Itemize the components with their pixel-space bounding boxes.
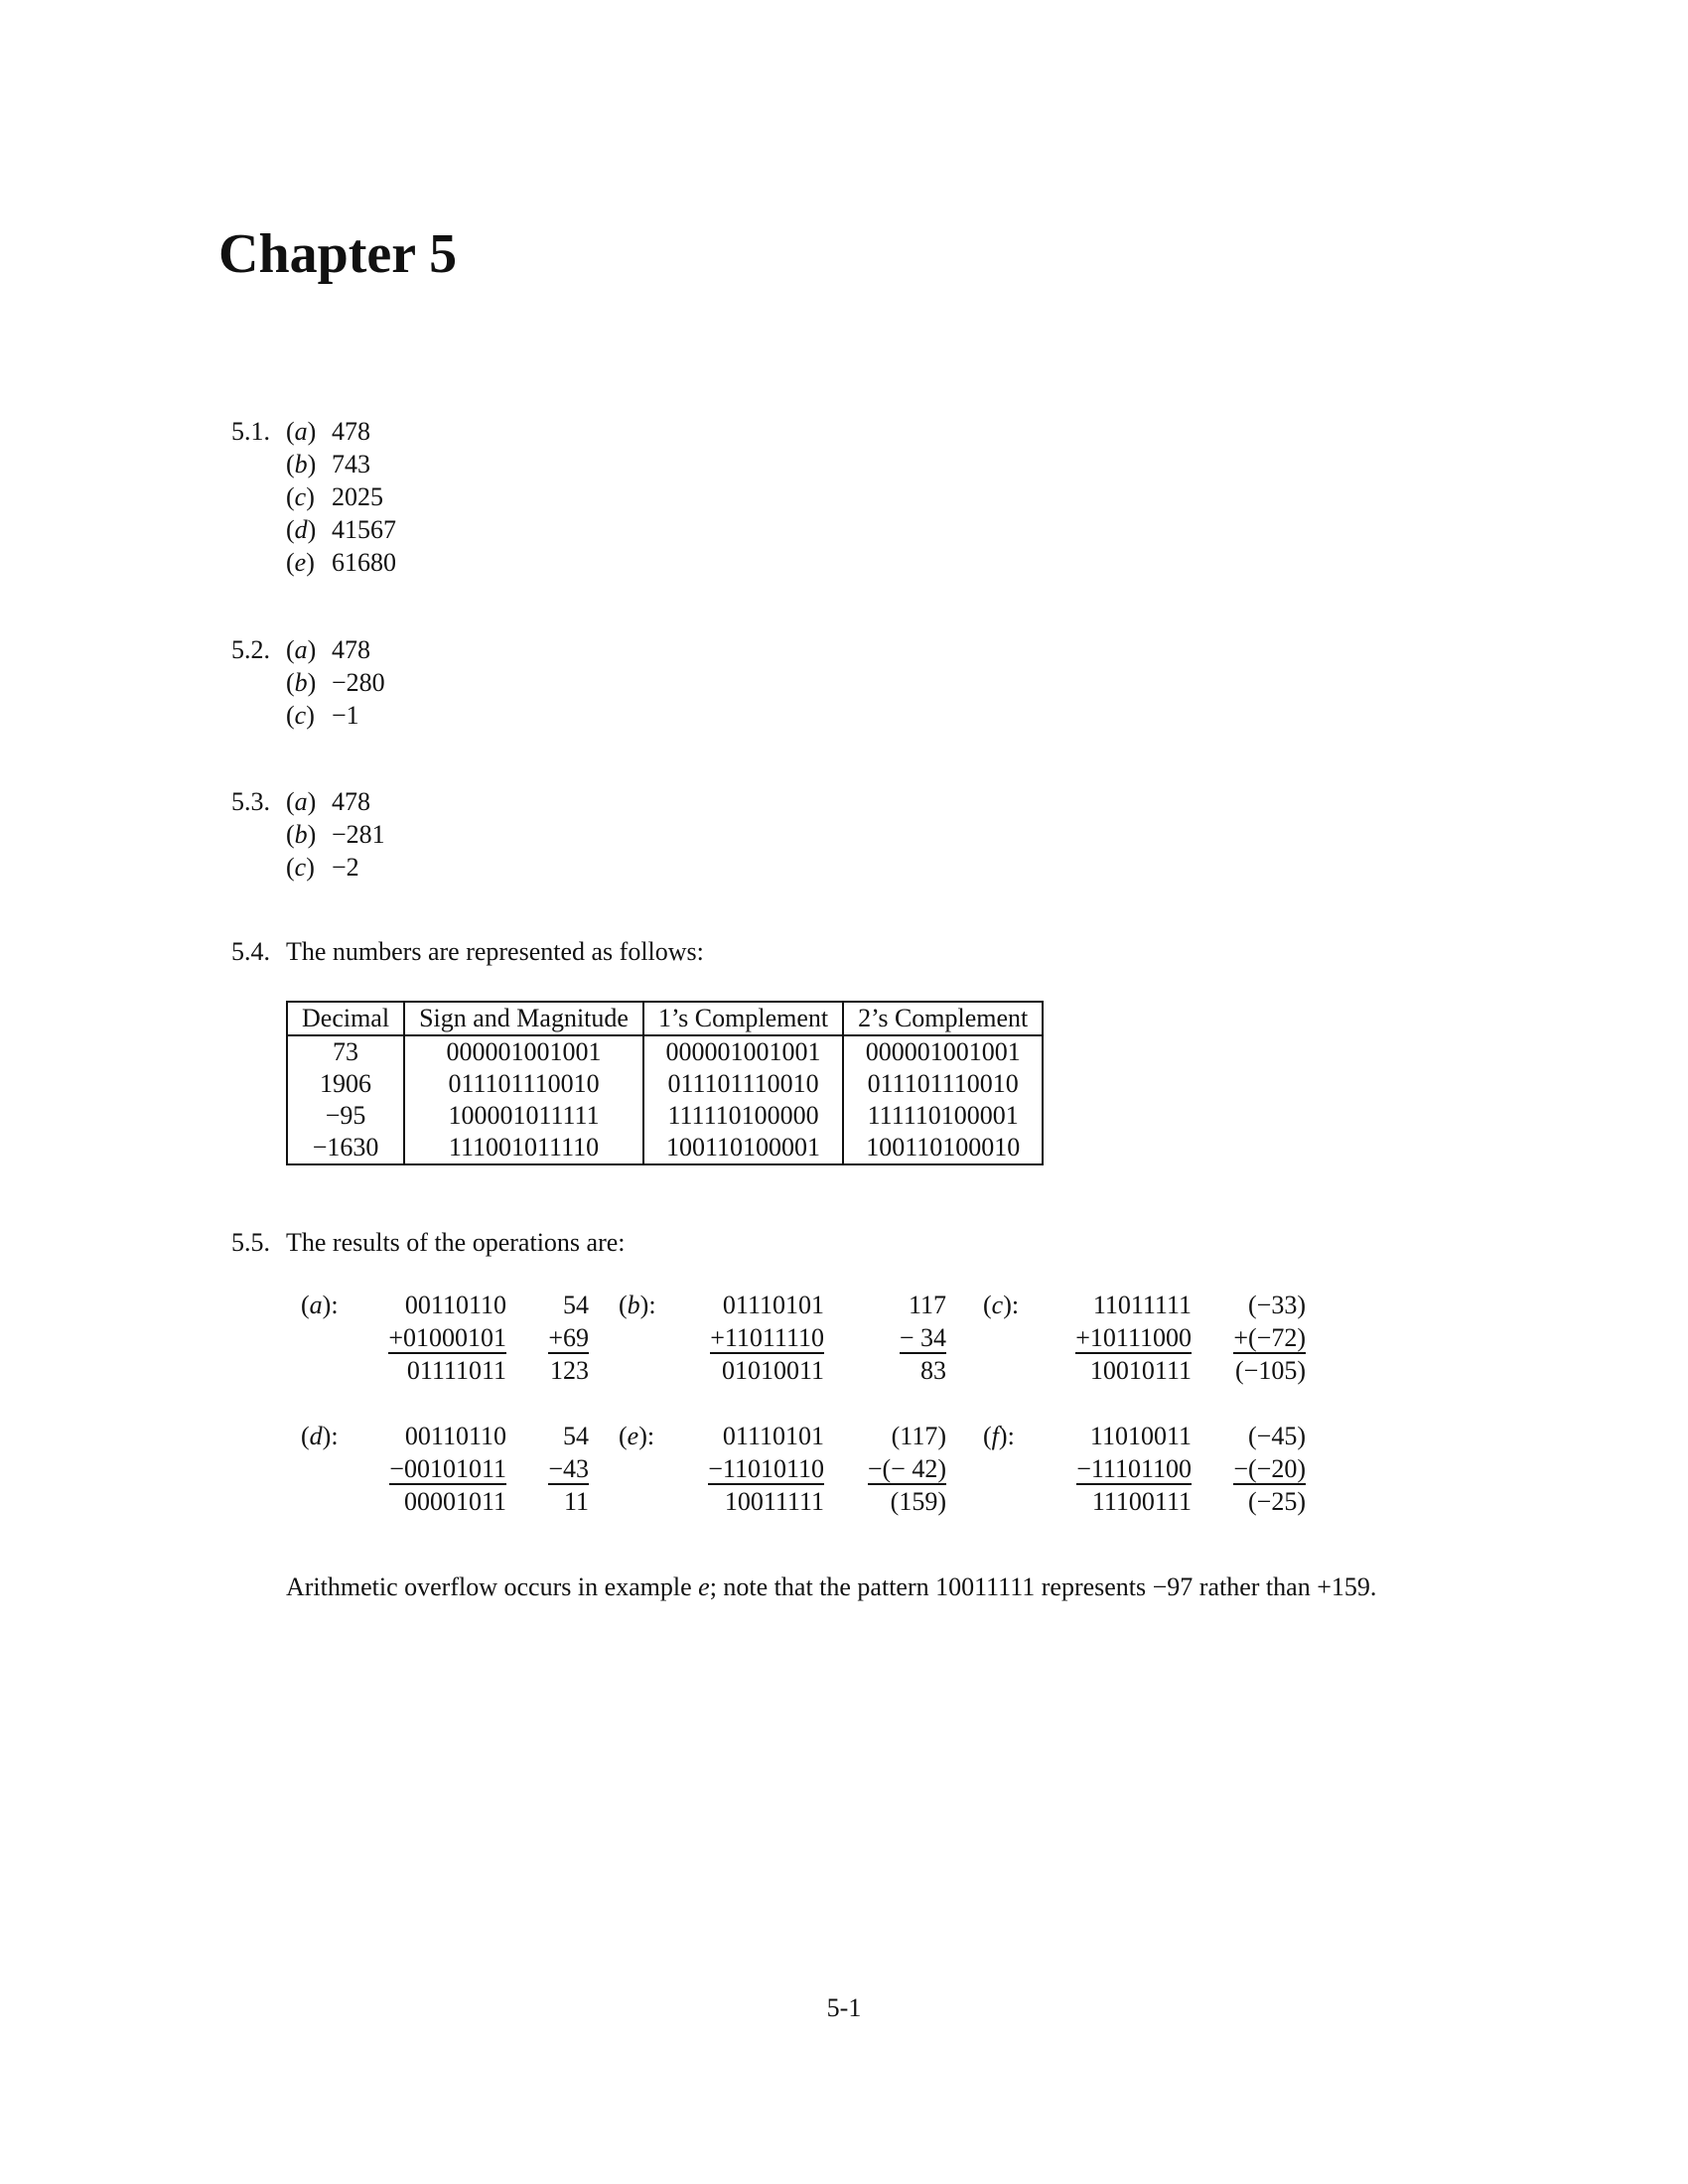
table-cell: 111110100000	[643, 1100, 843, 1132]
binary-column	[1076, 1420, 1192, 1518]
column-header: 2’s Complement	[843, 1002, 1043, 1035]
result: 11	[563, 1487, 589, 1516]
result: 10010111	[1089, 1356, 1192, 1385]
problem-text: The numbers are represented as follows:	[286, 937, 704, 966]
result: 11100111	[1091, 1487, 1192, 1516]
table-cell: 111110100001	[843, 1100, 1043, 1132]
problem-number: 5.1.	[231, 417, 270, 446]
decimal-column	[548, 1420, 589, 1518]
table-cell: 011101110010	[643, 1068, 843, 1100]
operand: 11010011	[1089, 1422, 1192, 1450]
decimal-column	[1233, 1289, 1306, 1387]
binary-column	[389, 1420, 506, 1518]
list-item: (c) −2	[286, 853, 359, 882]
operand: −00101011	[389, 1454, 506, 1483]
operation-label: (e):	[619, 1422, 655, 1450]
column-header: Sign and Magnitude	[404, 1002, 643, 1035]
list-item: (b) −280	[286, 668, 385, 697]
operation-label: (f):	[983, 1422, 1015, 1450]
table-cell: 100110100010	[843, 1132, 1043, 1164]
problem-number: 5.5.	[231, 1228, 270, 1257]
operand: (−45)	[1248, 1422, 1306, 1450]
list-item: (c) 2025	[286, 482, 383, 511]
operand: 01110101	[722, 1422, 824, 1450]
answer-list	[286, 633, 385, 732]
operand: 01110101	[722, 1291, 824, 1319]
operation-label: (d):	[301, 1422, 339, 1450]
table-row	[287, 1100, 1043, 1132]
result: 01111011	[406, 1356, 506, 1385]
operand: − 34	[899, 1323, 946, 1352]
operand: +10111000	[1075, 1323, 1192, 1352]
result: 83	[920, 1356, 946, 1385]
number-representation-table	[286, 1001, 1044, 1165]
result: (−25)	[1248, 1487, 1306, 1516]
problem-number: 5.2.	[231, 635, 270, 664]
list-item: (e) 61680	[286, 548, 396, 577]
list-item: (a) 478	[286, 417, 370, 446]
page-number: 5-1	[826, 1993, 862, 2022]
operand: (117)	[891, 1422, 946, 1450]
decimal-column	[548, 1289, 589, 1387]
list-item: (a) 478	[286, 635, 370, 664]
answer-list	[286, 415, 396, 579]
overflow-note: Arithmetic overflow occurs in example e; note that the pattern 10011111 represents −97 rather than +159.	[286, 1572, 1377, 1601]
table-row	[287, 1035, 1043, 1068]
operation-label: (b):	[619, 1291, 656, 1319]
result: (159)	[890, 1487, 946, 1516]
table-cell: 000001001001	[643, 1035, 843, 1068]
table-cell: −1630	[312, 1133, 379, 1161]
operand: −11010110	[708, 1454, 824, 1483]
problem-text: The results of the operations are:	[286, 1228, 626, 1257]
problem-number: 5.3.	[231, 787, 270, 816]
binary-column	[1075, 1289, 1192, 1387]
decimal-column	[1233, 1420, 1306, 1518]
list-item: (b) −281	[286, 820, 385, 849]
table-cell: 73	[333, 1037, 359, 1066]
operand: −(− 42)	[867, 1454, 946, 1483]
operand: −(−20)	[1233, 1454, 1306, 1483]
operation-label: (c):	[983, 1291, 1020, 1319]
list-item: (c) −1	[286, 701, 359, 730]
list-item: (b) 743	[286, 450, 370, 478]
table-cell: 011101110010	[843, 1068, 1043, 1100]
operand: 54	[563, 1291, 589, 1319]
operand: +(−72)	[1233, 1323, 1306, 1352]
column-header: Decimal	[287, 1002, 404, 1035]
operand: 00110110	[404, 1422, 506, 1450]
table-header-row	[287, 1002, 1043, 1035]
operand: 117	[908, 1291, 946, 1319]
table-cell: 1906	[320, 1069, 372, 1098]
binary-column	[388, 1289, 506, 1387]
decimal-column	[900, 1289, 946, 1387]
operation-label: (a):	[301, 1291, 339, 1319]
operand: 54	[563, 1422, 589, 1450]
column-header: 1’s Complement	[643, 1002, 843, 1035]
result: 10011111	[724, 1487, 824, 1516]
operand: +11011110	[710, 1323, 824, 1352]
table-cell: −95	[325, 1101, 366, 1130]
list-item: (a) 478	[286, 787, 370, 816]
answer-list	[286, 785, 385, 884]
table-cell: 000001001001	[843, 1035, 1043, 1068]
table-cell: 100110100001	[643, 1132, 843, 1164]
binary-column	[710, 1289, 824, 1387]
operand: (−33)	[1248, 1291, 1306, 1319]
operand: +01000101	[388, 1323, 506, 1352]
result: 00001011	[403, 1487, 506, 1516]
operand: −43	[548, 1454, 589, 1483]
operand: 00110110	[404, 1291, 506, 1319]
table-cell: 000001001001	[404, 1035, 643, 1068]
operand: −11101100	[1076, 1454, 1192, 1483]
table-cell: 011101110010	[404, 1068, 643, 1100]
decimal-column	[868, 1420, 946, 1518]
result: 123	[550, 1356, 589, 1385]
table-cell: 100001011111	[404, 1100, 643, 1132]
binary-column	[708, 1420, 824, 1518]
operand: 11011111	[1092, 1291, 1192, 1319]
table-row	[287, 1068, 1043, 1100]
table-row	[287, 1132, 1043, 1164]
list-item: (d) 41567	[286, 515, 396, 544]
operand: +69	[548, 1323, 589, 1352]
table-cell: 111001011110	[404, 1132, 643, 1164]
chapter-title: Chapter 5	[218, 223, 458, 285]
problem-number: 5.4.	[231, 937, 270, 966]
result: 01010011	[721, 1356, 824, 1385]
result: (−105)	[1235, 1356, 1306, 1385]
